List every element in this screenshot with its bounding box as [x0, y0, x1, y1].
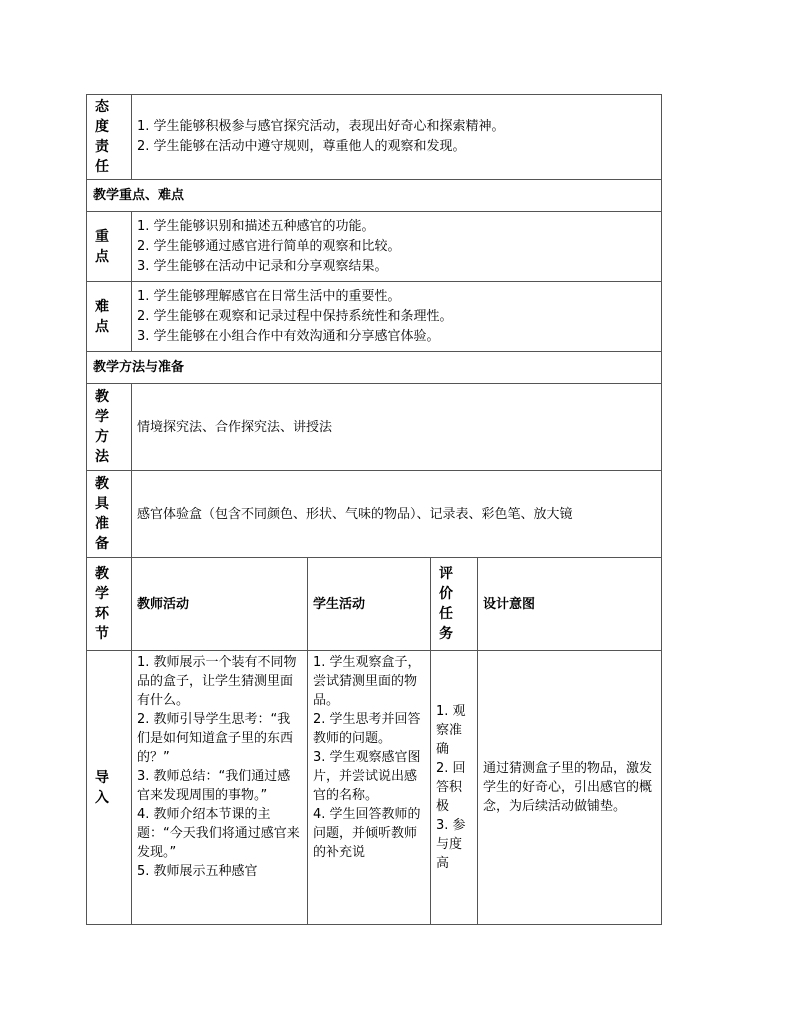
lesson-plan-table [86, 94, 662, 925]
header-teacher-activity: 教师活动 [132, 558, 308, 651]
student-activity-item: 1. 学生观察盒子，尝试猜测里面的物品。 [313, 655, 421, 708]
header-evaluation: 评价任务 [431, 558, 478, 651]
tools-row [87, 471, 662, 558]
student-activity-cell [308, 651, 431, 925]
key-point-item: 1. 学生能够识别和描述五种感官的功能。 [137, 218, 375, 234]
difficult-point-item: 3. 学生能够在小组合作中有效沟通和分享感官体验。 [137, 328, 440, 344]
attitude-item: 1. 学生能够积极参与感官探究活动，表现出好奇心和探索精神。 [137, 119, 505, 134]
methods-label: 教学方法 [87, 384, 132, 471]
difficult-points-content [132, 282, 662, 352]
teacher-activity-item: 2. 教师引导学生思考：“我们是如何知道盒子里的东西的？” [137, 712, 294, 765]
focus-section-title: 教学重点、难点 [87, 180, 662, 212]
stage-intro-label: 导入 [87, 651, 132, 925]
methods-content: 情境探究法、合作探究法、讲授法 [132, 384, 662, 471]
teacher-activity-item: 4. 教师介绍本节课的主题：“今天我们将通过感官来发现。” [137, 807, 300, 860]
design-intent-cell: 通过猜测盒子里的物品，激发学生的好奇心，引出感官的概念，为后续活动做铺垫。 [478, 651, 662, 925]
tools-label: 教具准备 [87, 471, 132, 558]
attitude-label: 态度责任 [87, 95, 132, 180]
difficult-point-item: 1. 学生能够理解感官在日常生活中的重要性。 [137, 288, 401, 304]
tools-content: 感官体验盒（包含不同颜色、形状、气味的物品）、记录表、彩色笔、放大镜 [132, 471, 662, 558]
difficult-point-item: 2. 学生能够在观察和记录过程中保持系统性和条理性。 [137, 308, 453, 324]
evaluation-item: 1. 观察准确 [436, 704, 466, 757]
teacher-activity-item: 3. 教师总结：“我们通过感官来发现周围的事物。” [137, 769, 291, 803]
key-point-item: 3. 学生能够在活动中记录和分享观察结果。 [137, 258, 388, 274]
method-section-title: 教学方法与准备 [87, 352, 662, 384]
key-points-row [87, 212, 662, 282]
process-header-row [87, 558, 662, 651]
methods-row [87, 384, 662, 471]
header-design-intent: 设计意图 [478, 558, 662, 651]
header-stage: 教学环节 [87, 558, 132, 651]
method-section-row [87, 352, 662, 384]
difficult-points-row [87, 282, 662, 352]
attitude-row [87, 95, 662, 180]
student-activity-item: 4. 学生回答教师的问题，并倾听教师的补充说 [313, 807, 421, 860]
difficult-points-label: 难点 [87, 282, 132, 352]
focus-section-row [87, 180, 662, 212]
student-activity-item: 3. 学生观察感官图片，并尝试说出感官的名称。 [313, 750, 421, 803]
key-points-content [132, 212, 662, 282]
key-point-item: 2. 学生能够通过感官进行简单的观察和比较。 [137, 238, 401, 254]
evaluation-item: 2. 回答积极 [436, 761, 466, 814]
key-points-label: 重点 [87, 212, 132, 282]
teacher-activity-item: 1. 教师展示一个装有不同物品的盒子，让学生猜测里面有什么。 [137, 655, 297, 708]
header-student-activity: 学生活动 [308, 558, 431, 651]
student-activity-item: 2. 学生思考并回答教师的问题。 [313, 712, 421, 746]
teacher-activity-cell [132, 651, 308, 925]
lesson-plan-page [86, 94, 661, 925]
evaluation-cell [431, 651, 478, 925]
attitude-content [132, 95, 662, 180]
evaluation-item: 3. 参与度高 [436, 818, 466, 871]
process-row-intro [87, 651, 662, 925]
attitude-item: 2. 学生能够在活动中遵守规则，尊重他人的观察和发现。 [137, 139, 466, 154]
teacher-activity-item: 5. 教师展示五种感官 [137, 864, 258, 879]
